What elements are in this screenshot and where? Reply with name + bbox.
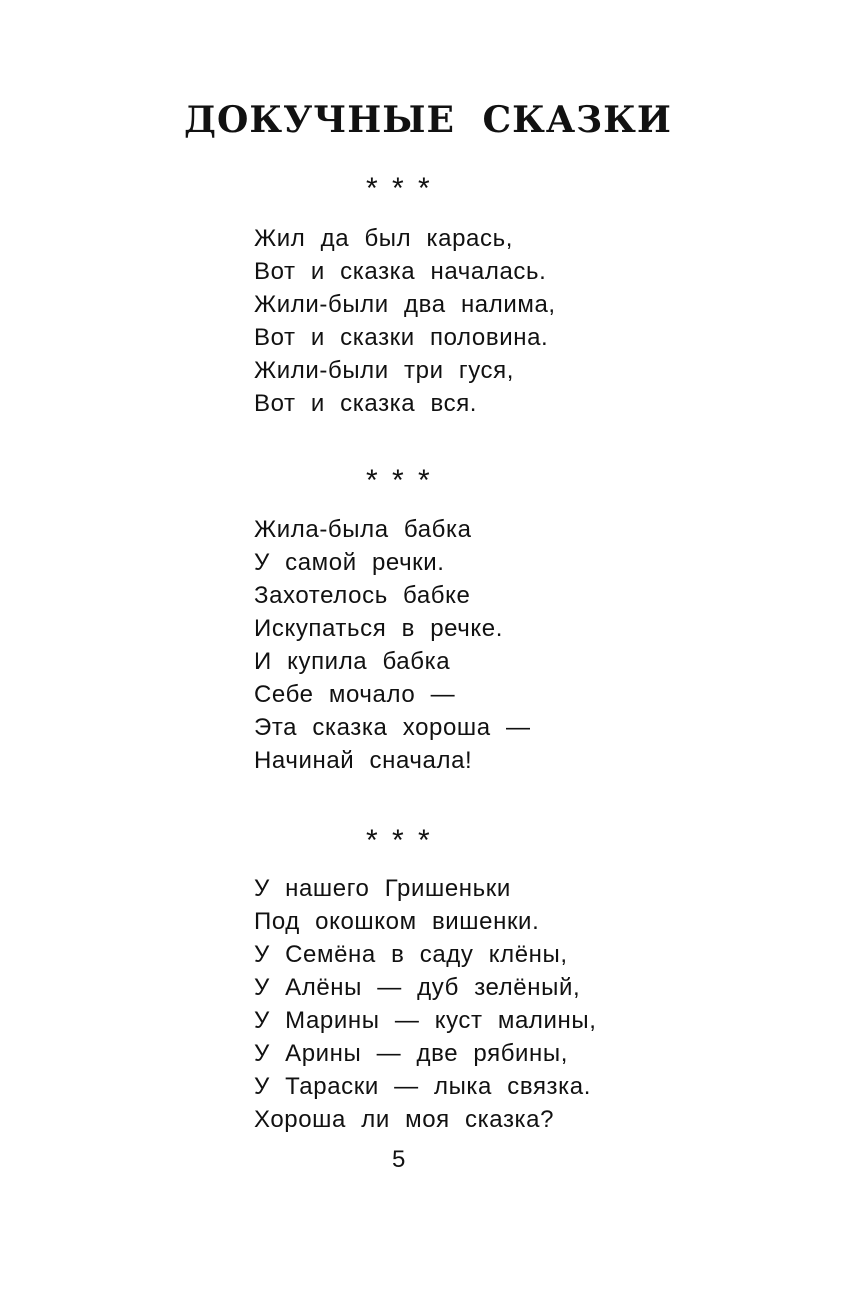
page-number: 5 bbox=[392, 1146, 406, 1173]
verse-lines bbox=[254, 872, 597, 1136]
verse-lines bbox=[254, 513, 531, 777]
page-title: ДОКУЧНЫЕ СКАЗКИ bbox=[184, 99, 672, 141]
verse-line: Под окошком вишенки. bbox=[254, 908, 540, 935]
verse-line: У Арины — две рябины, bbox=[254, 1040, 569, 1067]
verse-line: Вот и сказка началась. bbox=[254, 258, 547, 285]
verse-line: Начинай сначала! bbox=[254, 747, 473, 774]
verse-line: У Марины — куст малины, bbox=[254, 1007, 597, 1034]
section-separator: * * * bbox=[366, 172, 430, 205]
section-separator: * * * bbox=[366, 824, 430, 857]
verse-lines bbox=[254, 222, 556, 420]
verse-line: У нашего Гришеньки bbox=[254, 875, 511, 902]
verse-line: У Семёна в саду клёны, bbox=[254, 941, 568, 968]
verse-line: У Тараски — лыка связка. bbox=[254, 1073, 592, 1100]
verse-line: Жила-была бабка bbox=[254, 516, 472, 543]
verse-line: Жили-были три гуся, bbox=[254, 357, 515, 384]
verse-line: И купила бабка bbox=[254, 648, 451, 675]
verse-line: Хороша ли моя сказка? bbox=[254, 1106, 555, 1133]
verse-line: Жили-были два налима, bbox=[254, 291, 556, 318]
verse-line: Эта сказка хороша — bbox=[254, 714, 531, 741]
verse-line: Себе мочало — bbox=[254, 681, 456, 708]
verse-line: Захотелось бабке bbox=[254, 582, 471, 609]
verse-line: У самой речки. bbox=[254, 549, 445, 576]
verse-line: Вот и сказка вся. bbox=[254, 390, 478, 417]
verse-line: Вот и сказки половина. bbox=[254, 324, 549, 351]
verse-line: У Алёны — дуб зелёный, bbox=[254, 974, 581, 1001]
verse-line: Жил да был карась, bbox=[254, 225, 513, 252]
verse-line: Искупаться в речке. bbox=[254, 615, 504, 642]
section-separator: * * * bbox=[366, 464, 430, 497]
